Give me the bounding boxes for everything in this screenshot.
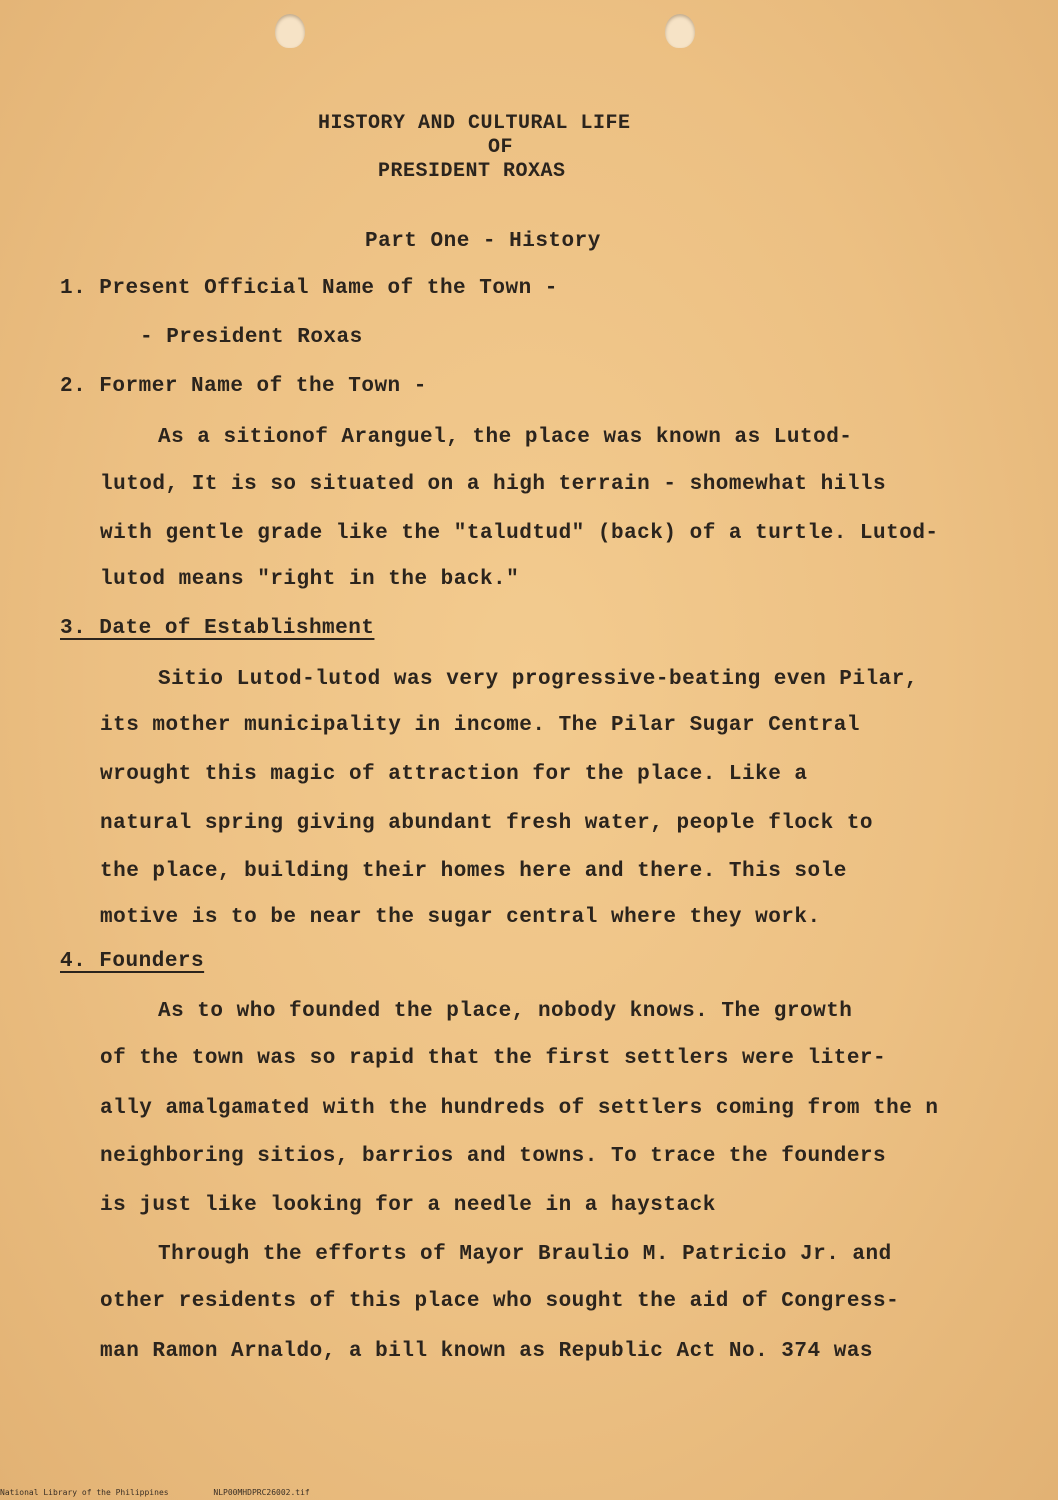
paragraph-line: Through the efforts of Mayor Braulio M. Patricio Jr. and (158, 1243, 892, 1266)
paragraph-line: wrought this magic of attraction for the place. Like a (100, 763, 808, 786)
paragraph-line: As a sitionof Aranguel, the place was known as Lutod- (158, 426, 853, 449)
paragraph-line: lutod, It is so situated on a high terrain - shomewhat hills (100, 473, 887, 496)
item-3-heading (60, 617, 374, 640)
paragraph-line: is just like looking for a needle in a haystack (100, 1194, 716, 1217)
paragraph-line: As to who founded the place, nobody knows. The growth (158, 1000, 853, 1023)
paragraph-line: man Ramon Arnaldo, a bill known as Republic Act No. 374 was (100, 1340, 874, 1363)
footer-library: National Library of the Philippines (0, 1488, 169, 1497)
punch-hole-right (665, 14, 695, 48)
paragraph-line: with gentle grade like the "taludtud" (back) of a turtle. Lutod- (100, 522, 939, 545)
paragraph-line: neighboring sitios, barrios and towns. To trace the founders (100, 1145, 887, 1168)
scan-footer (0, 1488, 350, 1497)
title-line-3: PRESIDENT ROXAS (378, 160, 566, 183)
paragraph-line: of the town was so rapid that the first settlers were liter- (100, 1047, 887, 1070)
item-3-heading-text: 3. Date of Establishment (60, 617, 375, 640)
paragraph-line: ally amalgamated with the hundreds of settlers coming from the n (100, 1097, 939, 1120)
title-line-1: HISTORY AND CULTURAL LIFE (318, 112, 631, 135)
item-4-heading-text: 4. Founders (60, 950, 205, 973)
part-heading: Part One - History (365, 230, 601, 253)
paragraph-line: Sitio Lutod-lutod was very progressive-beating even Pilar, (158, 668, 918, 691)
item-1-answer: - President Roxas (140, 326, 363, 349)
paragraph-line: lutod means "right in the back." (100, 568, 520, 591)
punch-hole-left (275, 14, 305, 48)
paragraph-line: the place, building their homes here and there. This sole (100, 860, 847, 883)
paragraph-line: its mother municipality in income. The Pilar Sugar Central (100, 714, 860, 737)
item-2-heading: 2. Former Name of the Town - (60, 375, 427, 398)
item-1-heading: 1. Present Official Name of the Town - (60, 277, 558, 300)
footer-filename: NLP00MHDPRC26002.tif (213, 1488, 310, 1497)
title-line-2: OF (488, 136, 514, 159)
paragraph-line: natural spring giving abundant fresh water, people flock to (100, 812, 874, 835)
paragraph-line: motive is to be near the sugar central where they work. (100, 906, 821, 929)
item-4-heading (60, 950, 204, 973)
paragraph-line: other residents of this place who sought the aid of Congress- (100, 1290, 900, 1313)
